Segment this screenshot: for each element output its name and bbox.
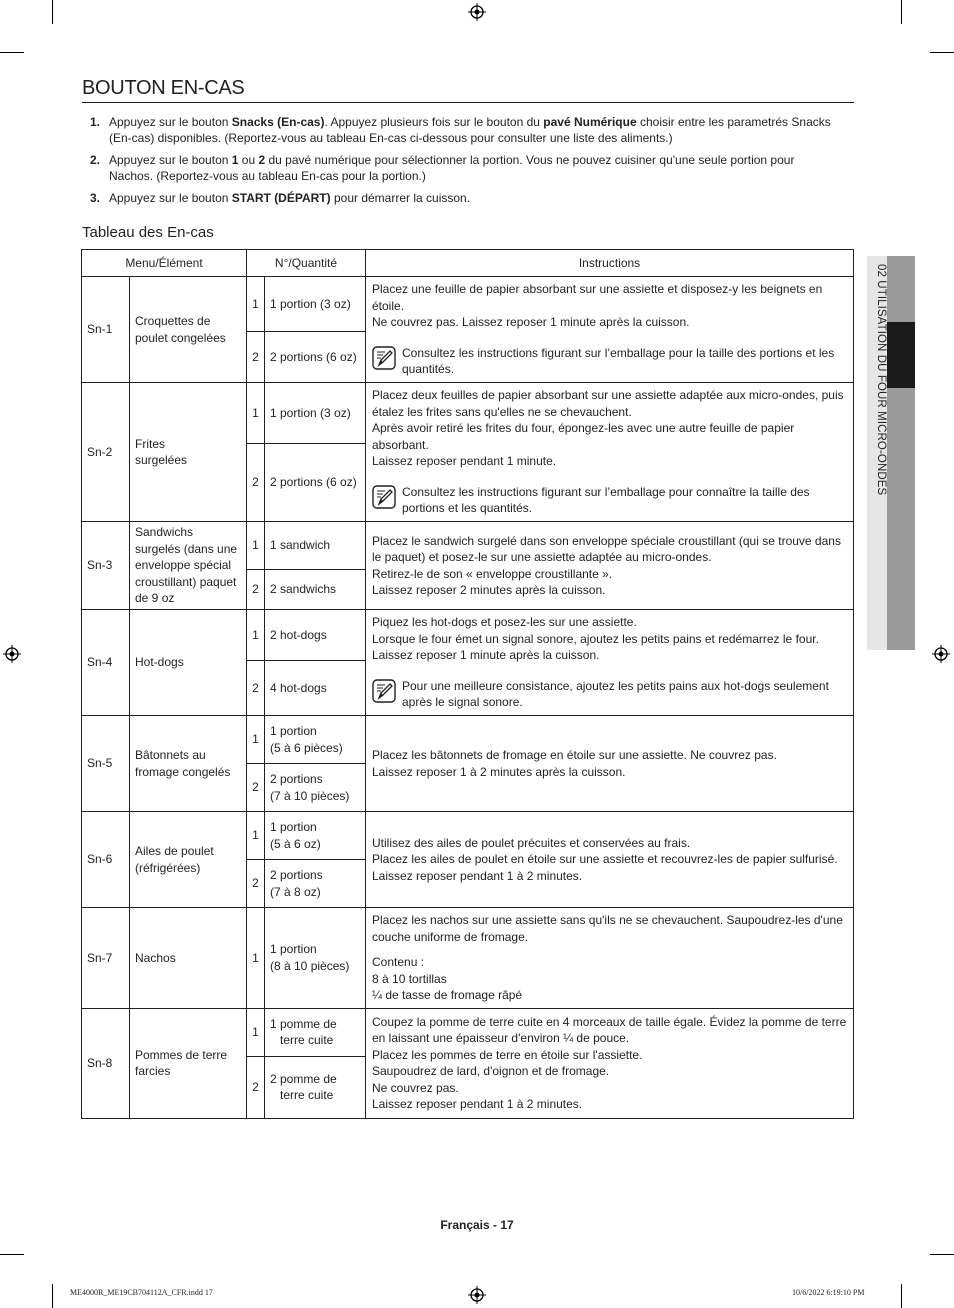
step-text-part: ou	[238, 153, 259, 167]
step-keyword: Snacks (En-cas)	[231, 115, 325, 129]
menu-item	[130, 1008, 247, 1118]
registration-mark-icon	[468, 3, 486, 21]
menu-item-line: Nachos	[135, 950, 176, 965]
portion-quantity-line: (5 à 6 pièces)	[270, 740, 343, 755]
step-text	[109, 152, 835, 184]
instruction-line: Piquez les hot-dogs et posez-les sur une assiette.	[372, 615, 637, 630]
portion-quantity-line: 2 hot-dogs	[270, 627, 327, 642]
table-row	[82, 610, 854, 661]
portion-number: 2	[247, 1056, 265, 1118]
instruction-line: Retirez-le de son « enveloppe croustillante ».	[372, 566, 613, 581]
portion-quantity-line: 2 portions	[270, 868, 323, 882]
note-icon	[372, 485, 396, 509]
menu-item-line: Pommes de terre	[135, 1047, 228, 1062]
portion-quantity-line: 4 hot-dogs	[270, 680, 327, 695]
table-row	[82, 908, 854, 1009]
menu-code: Sn-4	[82, 610, 130, 716]
menu-item	[130, 383, 247, 522]
portion-number: 1	[247, 908, 265, 1009]
menu-item-line: (réfrigérées)	[135, 860, 201, 875]
step-text-part: . Appuyez plusieurs fois sur le bouton du	[324, 115, 544, 129]
crop-mark	[52, 1284, 53, 1308]
portion-quantity	[265, 716, 366, 764]
side-tab-label: 02 UTILISATION DU FOUR MICRO-ONDES	[875, 264, 887, 496]
crop-mark	[930, 52, 954, 53]
step-keyword: pavé Numérique	[543, 115, 637, 129]
step-number: 3.	[90, 191, 101, 205]
step-text-part: du pavé numérique pour sélectionner la portion. Vous ne pouvez cuisiner qu'une seule portion pour Nachos. (Reportez-vous au tableau En-cas pour la portion.)	[109, 153, 795, 183]
table-row	[82, 522, 854, 570]
step-text-part: Appuyez sur le bouton	[109, 115, 232, 129]
menu-item	[130, 277, 247, 383]
instructions-cell	[366, 277, 854, 383]
crop-mark	[0, 52, 24, 53]
portion-quantity	[265, 570, 366, 610]
portion-quantity-line: terre cuite	[280, 1033, 334, 1047]
menu-item-line: Sandwichs surgelés (dans une enveloppe spécial croustillant) paquet de 9 oz	[135, 525, 238, 606]
portion-number: 2	[247, 764, 265, 812]
menu-item-line: farcies	[135, 1064, 171, 1078]
instruction-line: Placez les ailes de poulet en étoile sur une assiette et recouvrez-les de papier sulfurisé.	[372, 852, 838, 867]
steps-list	[90, 114, 835, 212]
crop-mark	[901, 0, 902, 24]
page-footer: Français - 17	[440, 1218, 514, 1232]
menu-item-line: poulet congelées	[135, 330, 226, 345]
menu-code: Sn-3	[82, 522, 130, 610]
crop-mark	[0, 1254, 24, 1255]
portion-quantity-line: 1 sandwich	[270, 538, 331, 553]
menu-code: Sn-5	[82, 716, 130, 812]
side-tab-bar	[887, 256, 915, 650]
registration-mark-icon	[932, 645, 950, 663]
note	[372, 345, 847, 378]
instruction-line: Placez les bâtonnets de fromage en étoile sur une assiette. Ne couvrez pas.	[372, 748, 777, 762]
portion-quantity-line: 1 portion	[270, 942, 317, 957]
step-text	[109, 114, 835, 146]
step-text-part: Appuyez sur le bouton	[109, 191, 232, 205]
table-header-row	[82, 250, 854, 277]
portion-number: 1	[247, 1008, 265, 1056]
portion-quantity-line: 1 portion	[270, 724, 317, 738]
portion-number: 1	[247, 522, 265, 570]
step-keyword: START (DÉPART)	[231, 191, 331, 205]
menu-item-line: Croquettes de	[135, 314, 211, 328]
instruction-line: Laissez reposer 1 minute après la cuisson.	[372, 648, 600, 663]
registration-mark-icon	[468, 1286, 486, 1304]
step-item	[90, 114, 835, 146]
menu-item-line: Hot-dogs	[135, 655, 184, 670]
note-icon	[372, 346, 396, 370]
portion-quantity	[265, 1056, 366, 1118]
portion-quantity-line: 2 pomme de	[270, 1071, 337, 1086]
note-icon	[372, 679, 396, 703]
step-text-part: pour démarrer la cuisson.	[330, 191, 471, 205]
instruction-line: Placez deux feuilles de papier absorbant sur une assiette adaptée aux micro-ondes, puis étalez les frites sans qu'elles ne se chevauchent.	[372, 388, 844, 419]
crop-mark	[901, 1284, 902, 1308]
instructions-cell	[366, 812, 854, 908]
note-text: Consultez les instructions figurant sur l’emballage pour la taille des portions et les quantités.	[402, 345, 835, 377]
menu-item	[130, 908, 247, 1009]
menu-code: Sn-1	[82, 277, 130, 383]
file-slug: ME4000R_ME19CB704112A_CFR.indd 17	[70, 1288, 213, 1297]
instruction-line: Coupez la pomme de terre cuite en 4 morceaux de taille égale. Évidez la pomme de terre en laissant une épaisseur d'environ ¼ de pouce.	[372, 1014, 847, 1045]
header-menu: Menu/Élément	[82, 250, 247, 277]
portion-number: 2	[247, 661, 265, 716]
portion-quantity-line: 2 portions (6 oz)	[270, 475, 357, 490]
menu-item	[130, 812, 247, 908]
step-keyword: 1	[231, 153, 239, 167]
portion-number: 1	[247, 277, 265, 332]
portion-quantity	[265, 812, 366, 860]
portion-quantity	[265, 908, 366, 1009]
portion-quantity-line: 2 portions (6 oz)	[270, 349, 357, 364]
step-item	[90, 152, 835, 184]
portion-quantity-line: 1 portion	[270, 820, 317, 834]
instructions-cell	[366, 610, 854, 716]
menu-code: Sn-6	[82, 812, 130, 908]
portion-quantity	[265, 277, 366, 332]
menu-item	[130, 522, 247, 610]
portion-number: 1	[247, 383, 265, 444]
note	[372, 484, 847, 517]
instruction-line: Ne couvrez pas. Laissez reposer 1 minute après la cuisson.	[372, 315, 690, 330]
portion-quantity-line: terre cuite	[280, 1088, 334, 1102]
portion-quantity	[265, 522, 366, 570]
snacks-table	[81, 249, 854, 1119]
instruction-line: Laissez reposer pendant 1 à 2 minutes.	[372, 1097, 583, 1111]
crop-mark	[52, 0, 53, 24]
note-text: Consultez les instructions figurant sur l’emballage pour connaître la taille des portions et les quantités.	[402, 484, 810, 516]
menu-item	[130, 610, 247, 716]
step-text-part: choisir entre les parametrés Snacks (En-cas) disponibles. (Reportez-vous au tableau En-cas ci-dessous pour consulter une liste des aliments.)	[109, 115, 831, 145]
instruction-line: Laissez reposer pendant 1 à 2 minutes.	[372, 868, 583, 883]
portion-quantity	[265, 764, 366, 812]
header-instructions: Instructions	[366, 250, 854, 277]
portion-quantity-line: 1 portion (3 oz)	[270, 405, 351, 420]
portion-quantity-line: (5 à 6 oz)	[270, 836, 321, 851]
step-item	[90, 190, 835, 206]
menu-code: Sn-7	[82, 908, 130, 1009]
step-number: 2.	[90, 153, 101, 167]
instructions-cell	[366, 522, 854, 610]
note-text: Pour une meilleure consistance, ajoutez les petits pains aux hot-dogs seulement après le signal sonore.	[402, 678, 829, 710]
table-title: Tableau des En-cas	[82, 224, 214, 241]
instruction-line: Ne couvrez pas.	[372, 1080, 459, 1095]
note	[372, 678, 847, 711]
instruction-line: Laissez reposer 1 à 2 minutes après la cuisson.	[372, 764, 626, 779]
portion-number: 1	[247, 716, 265, 764]
portion-quantity	[265, 860, 366, 908]
portion-quantity	[265, 661, 366, 716]
header-quantity: N°/Quantité	[247, 250, 366, 277]
portion-number: 2	[247, 444, 265, 522]
instruction-line: Laissez reposer 2 minutes après la cuisson.	[372, 583, 606, 597]
menu-item-line: Bâtonnets au	[135, 748, 206, 762]
instructions-cell	[366, 908, 854, 1009]
portion-quantity-line: (8 à 10 pièces)	[270, 958, 350, 973]
contents-line: ¼ de tasse de fromage râpé	[372, 988, 523, 1002]
portion-quantity-line: 1 portion (3 oz)	[270, 296, 351, 311]
contents-label: Contenu :	[372, 955, 425, 969]
menu-item	[130, 716, 247, 812]
portion-quantity	[265, 332, 366, 383]
instruction-line: Laissez reposer pendant 1 minute.	[372, 454, 557, 469]
menu-item-line: fromage congelés	[135, 764, 231, 779]
portion-number: 2	[247, 332, 265, 383]
portion-number: 1	[247, 812, 265, 860]
portion-quantity	[265, 383, 366, 444]
table-row	[82, 1008, 854, 1056]
instructions-cell	[366, 383, 854, 522]
instruction-line: Après avoir retiré les frites du four, épongez-les avec une autre feuille de papier absorbant.	[372, 421, 795, 452]
portion-quantity-line: (7 à 8 oz)	[270, 884, 321, 899]
step-text-part: Appuyez sur le bouton	[109, 153, 232, 167]
instructions-cell	[366, 1008, 854, 1118]
instruction-line: Lorsque le four émet un signal sonore, ajoutez les petits pains et redémarrez le four.	[372, 631, 819, 646]
instruction-line: Placez une feuille de papier absorbant sur une assiette et disposez-y les beignets en étoile.	[372, 282, 823, 313]
portion-number: 1	[247, 610, 265, 661]
portion-quantity-line: 1 pomme de	[270, 1016, 337, 1031]
date-slug: 10/6/2022 6:19:10 PM	[792, 1288, 865, 1297]
side-tab-marker	[887, 322, 915, 388]
crop-mark	[930, 1254, 954, 1255]
step-keyword: 2	[258, 153, 266, 167]
step-text	[109, 190, 835, 206]
instruction-line: Utilisez des ailes de poulet précuites et conservées au frais.	[372, 835, 691, 850]
step-number: 1.	[90, 115, 101, 129]
registration-mark-icon	[3, 645, 21, 663]
table-row	[82, 277, 854, 332]
instructions-cell	[366, 716, 854, 812]
portion-number: 2	[247, 860, 265, 908]
portion-quantity-line: (7 à 10 pièces)	[270, 788, 350, 803]
table-row	[82, 383, 854, 444]
instruction-line: Placez les pommes de terre en étoile sur l'assiette.	[372, 1047, 643, 1062]
portion-quantity-line: 2 sandwichs	[270, 582, 337, 597]
portion-quantity	[265, 444, 366, 522]
menu-item-line: surgelées	[135, 453, 188, 467]
page-title: BOUTON EN-CAS	[82, 76, 854, 103]
instruction-line: Placez les nachos sur une assiette sans qu'ils ne se chevauchent. Saupoudrez-les d'une couche uniforme de fromage.	[372, 913, 843, 944]
portion-number: 2	[247, 570, 265, 610]
portion-quantity	[265, 610, 366, 661]
portion-quantity	[265, 1008, 366, 1056]
table-row	[82, 812, 854, 860]
menu-code: Sn-8	[82, 1008, 130, 1118]
menu-code: Sn-2	[82, 383, 130, 522]
contents-line: 8 à 10 tortillas	[372, 971, 447, 986]
instruction-line: Placez le sandwich surgelé dans son enveloppe spéciale croustillant (qui se trouve dans le paquet) et posez-le sur une assiette adaptée au micro-ondes.	[372, 533, 841, 564]
table-row	[82, 716, 854, 764]
menu-item-line: Frites	[135, 436, 165, 451]
menu-item-line: Ailes de poulet	[135, 844, 214, 858]
portion-quantity-line: 2 portions	[270, 772, 323, 786]
instruction-line: Saupoudrez de lard, d'oignon et de fromage.	[372, 1064, 610, 1078]
